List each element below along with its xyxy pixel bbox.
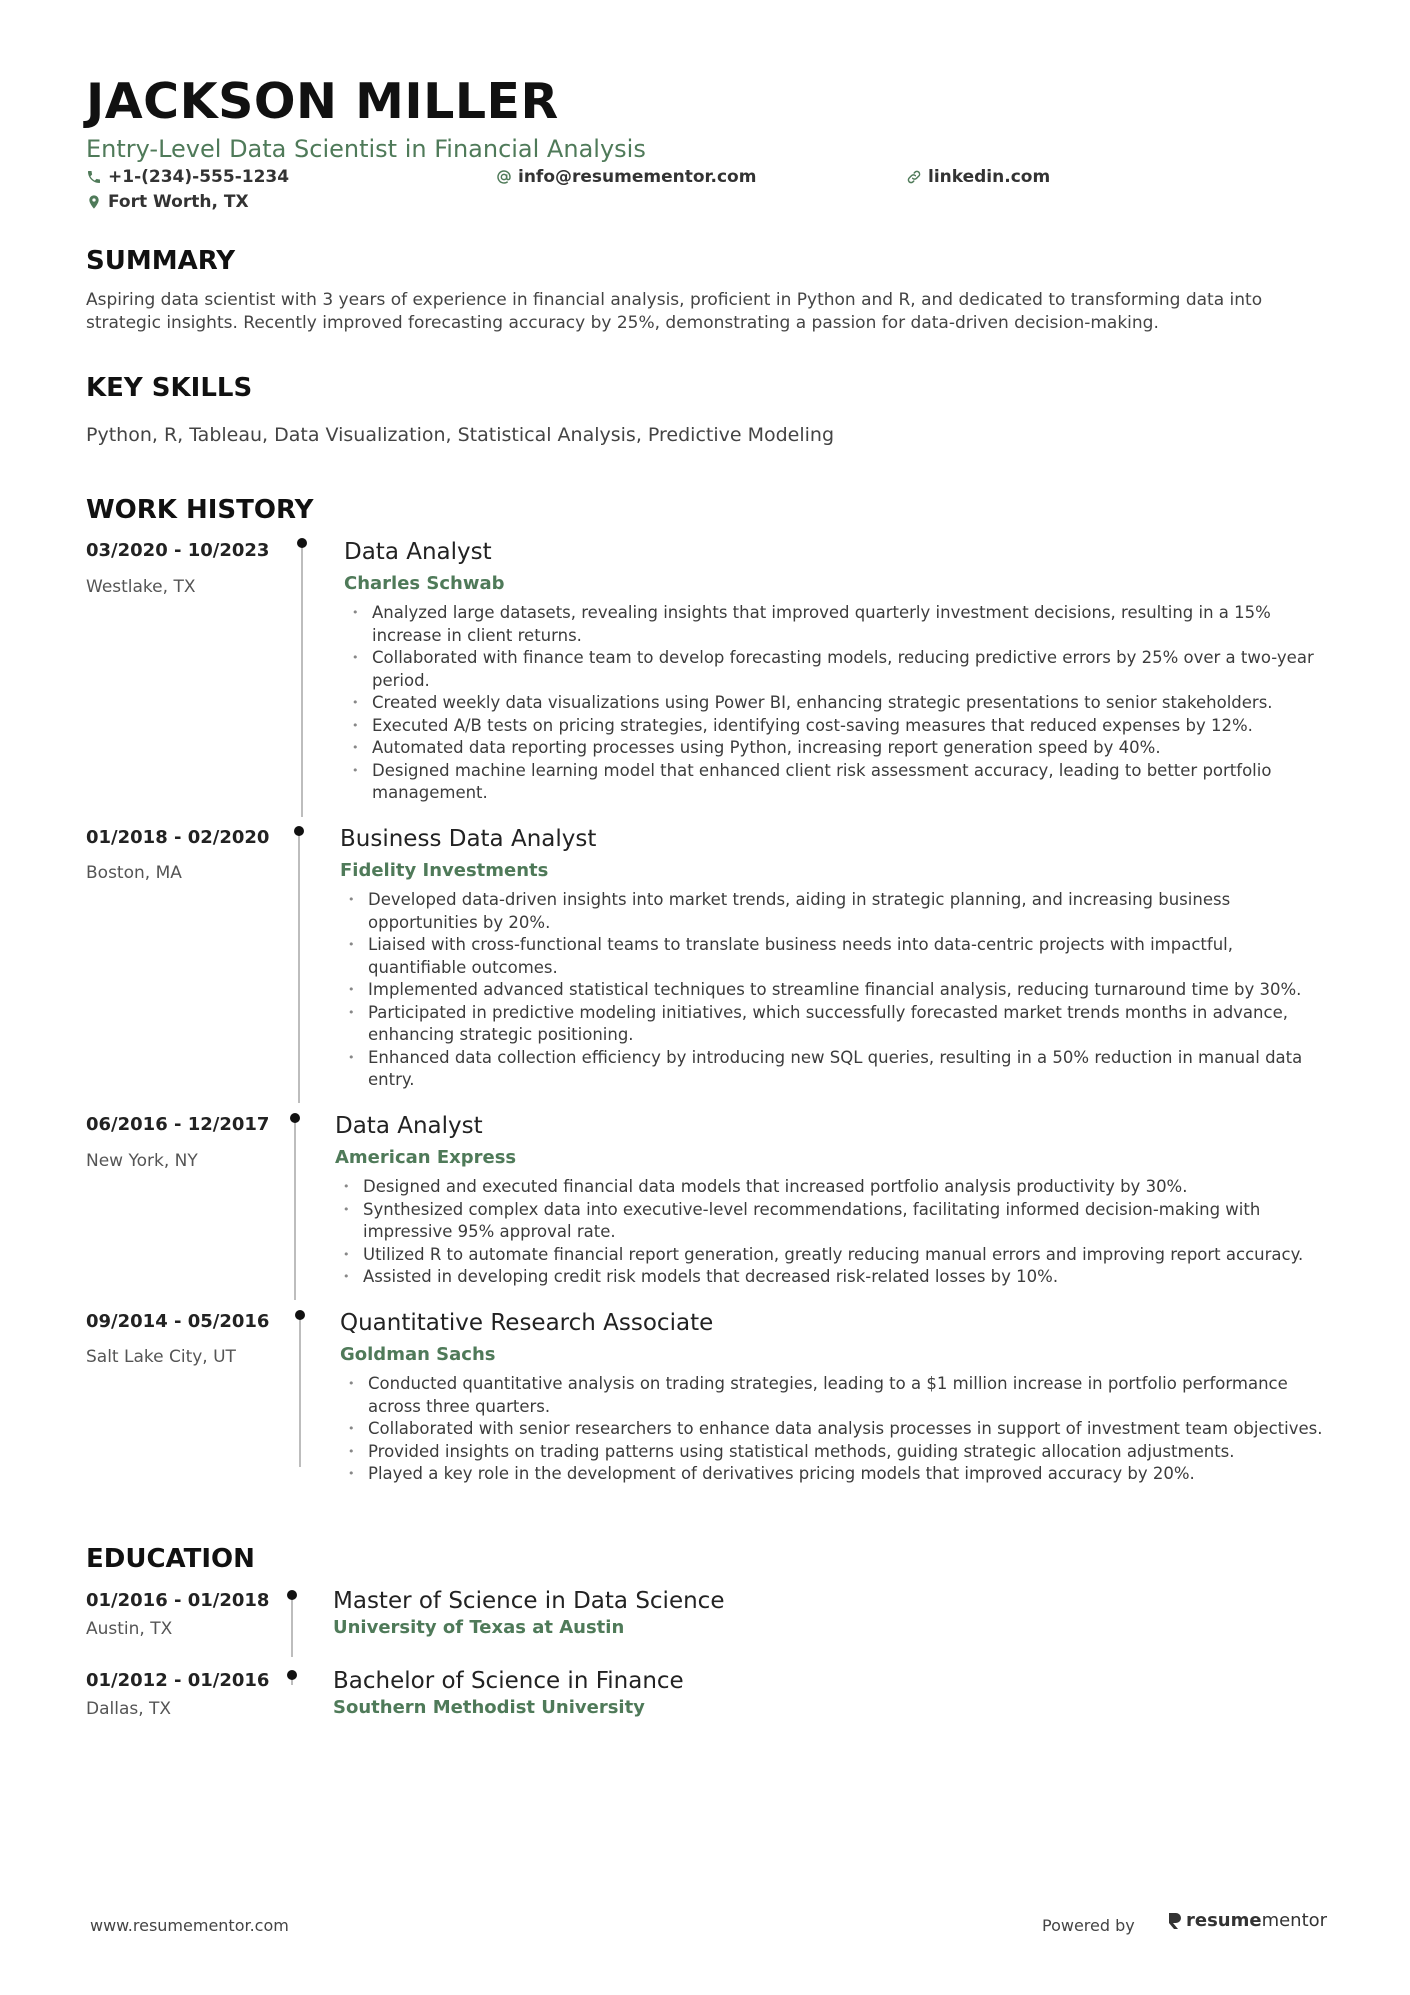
location-pin-icon [86, 194, 102, 210]
brand-name-rest: mentor [1261, 1910, 1328, 1931]
education-heading: EDUCATION [86, 1544, 255, 1574]
job-bullets [342, 889, 1327, 1092]
brand-mark-icon [1166, 1912, 1182, 1930]
contact-linkedin[interactable] [906, 166, 1050, 188]
skills-heading: KEY SKILLS [86, 373, 253, 403]
list-item: • Implemented advanced statistical techniques to streamline financial analysis, reducing turnaround time by 30%. [342, 979, 1327, 1002]
list-item: • Collaborated with finance team to develop forecasting models, reducing predictive errors by 25% over a two-year period. [346, 647, 1321, 692]
education-dates: 01/2012 - 01/2016 [86, 1670, 270, 1691]
job-location: Boston, MA [86, 863, 182, 883]
list-item: • Designed and executed financial data models that increased portfolio analysis productivity by 30%. [337, 1176, 1337, 1199]
timeline-dot [294, 826, 304, 836]
job-company: Goldman Sachs [340, 1344, 496, 1365]
timeline-line [298, 833, 300, 1103]
location-text: Fort Worth, TX [108, 192, 249, 212]
education-location: Austin, TX [86, 1619, 173, 1639]
job-location: New York, NY [86, 1151, 198, 1171]
job-bullets [337, 1176, 1337, 1289]
job-location: Salt Lake City, UT [86, 1347, 236, 1367]
job-title: Business Data Analyst [340, 826, 597, 852]
list-item: • Liaised with cross-functional teams to translate business needs into data-centric projects with impactful, quantifiable outcomes. [342, 934, 1327, 979]
job-dates: 03/2020 - 10/2023 [86, 540, 270, 561]
job-company: Charles Schwab [344, 573, 505, 594]
education-dates: 01/2016 - 01/2018 [86, 1590, 270, 1611]
list-item: • Conducted quantitative analysis on trading strategies, leading to a $1 million increase in portfolio performance across three quarters. [342, 1373, 1327, 1418]
job-dates: 01/2018 - 02/2020 [86, 827, 270, 848]
list-item: • Developed data-driven insights into market trends, aiding in strategic planning, and increasing business opportunities by 20%. [342, 889, 1327, 934]
phone-text: +1-(234)-555-1234 [108, 167, 290, 187]
list-item: • Created weekly data visualizations using Power BI, enhancing strategic presentations to senior stakeholders. [346, 692, 1321, 715]
contact-phone[interactable] [86, 166, 289, 188]
at-icon [496, 169, 512, 185]
job-title: Data Analyst [335, 1113, 483, 1139]
education-school: Southern Methodist University [333, 1697, 645, 1718]
summary-heading: SUMMARY [86, 246, 236, 276]
timeline-line [301, 545, 303, 817]
job-location: Westlake, TX [86, 577, 196, 597]
list-item: • Executed A/B tests on pricing strategies, identifying cost-saving measures that reduced expenses by 12%. [346, 715, 1321, 738]
education-degree: Master of Science in Data Science [333, 1588, 725, 1614]
linkedin-text: linkedin.com [928, 167, 1051, 187]
job-bullets [342, 1373, 1327, 1486]
list-item: • Participated in predictive modeling initiatives, which successfully forecasted market trends months in advance, enhancing strategic positioning. [342, 1002, 1327, 1047]
candidate-name: JACKSON MILLER [86, 73, 559, 130]
list-item: • Utilized R to automate financial report generation, greatly reducing manual errors and improving report accuracy. [337, 1244, 1337, 1267]
job-title: Quantitative Research Associate [340, 1310, 714, 1336]
list-item: • Played a key role in the development of derivatives pricing models that improved accuracy by 20%. [342, 1463, 1327, 1486]
job-bullets [346, 602, 1321, 805]
job-company: American Express [335, 1147, 517, 1168]
contact-location [86, 191, 249, 213]
contact-email[interactable] [496, 166, 756, 188]
brand-logo[interactable] [1166, 1910, 1327, 1931]
timeline-dot [287, 1670, 297, 1680]
timeline-dot [287, 1590, 297, 1600]
job-dates: 09/2014 - 05/2016 [86, 1311, 270, 1332]
education-location: Dallas, TX [86, 1699, 172, 1719]
list-item: • Designed machine learning model that enhanced client risk assessment accuracy, leading to better portfolio management. [346, 760, 1321, 805]
timeline-line [291, 1597, 293, 1657]
job-company: Fidelity Investments [340, 860, 549, 881]
list-item: • Synthesized complex data into executive-level recommendations, facilitating informed decision-making with impressive 95% approval rate. [337, 1199, 1337, 1244]
powered-by-label: Powered by [1042, 1916, 1135, 1935]
email-text: info@resumementor.com [518, 167, 757, 187]
summary-text: Aspiring data scientist with 3 years of experience in financial analysis, proficient in Python and R, and dedicated to transforming data into strategic insights. Recently improved forecasting accuracy by 25%, demonstrating a passion for data-driven decision-making. [86, 290, 1263, 333]
list-item: • Analyzed large datasets, revealing insights that improved quarterly investment decisions, resulting in a 15% increase in client returns. [346, 602, 1321, 647]
job-dates: 06/2016 - 12/2017 [86, 1114, 270, 1135]
work-history-heading: WORK HISTORY [86, 495, 314, 525]
list-item: • Collaborated with senior researchers to enhance data analysis processes in support of investment team objectives. [342, 1418, 1327, 1441]
list-item: • Automated data reporting processes using Python, increasing report generation speed by 40%. [346, 737, 1321, 760]
skills-text: Python, R, Tableau, Data Visualization, Statistical Analysis, Predictive Modeling [86, 424, 835, 446]
timeline-dot [290, 1113, 300, 1123]
timeline-dot [295, 1310, 305, 1320]
list-item: • Provided insights on trading patterns using statistical methods, guiding strategic allocation adjustments. [342, 1441, 1327, 1464]
candidate-headline: Entry-Level Data Scientist in Financial Analysis [86, 135, 646, 163]
list-item: • Enhanced data collection efficiency by introducing new SQL queries, resulting in a 50% reduction in manual data entry. [342, 1047, 1327, 1092]
timeline-line [299, 1317, 301, 1467]
phone-icon [86, 169, 102, 185]
link-icon [906, 169, 922, 185]
education-school: University of Texas at Austin [333, 1617, 625, 1638]
job-title: Data Analyst [344, 539, 492, 565]
footer-website-link[interactable]: www.resumementor.com [90, 1916, 289, 1935]
list-item: • Assisted in developing credit risk models that decreased risk-related losses by 10%. [337, 1266, 1337, 1289]
education-degree: Bachelor of Science in Finance [333, 1668, 684, 1694]
timeline-line [294, 1120, 296, 1300]
brand-name-bold: resume [1186, 1910, 1262, 1931]
timeline-dot [297, 538, 307, 548]
